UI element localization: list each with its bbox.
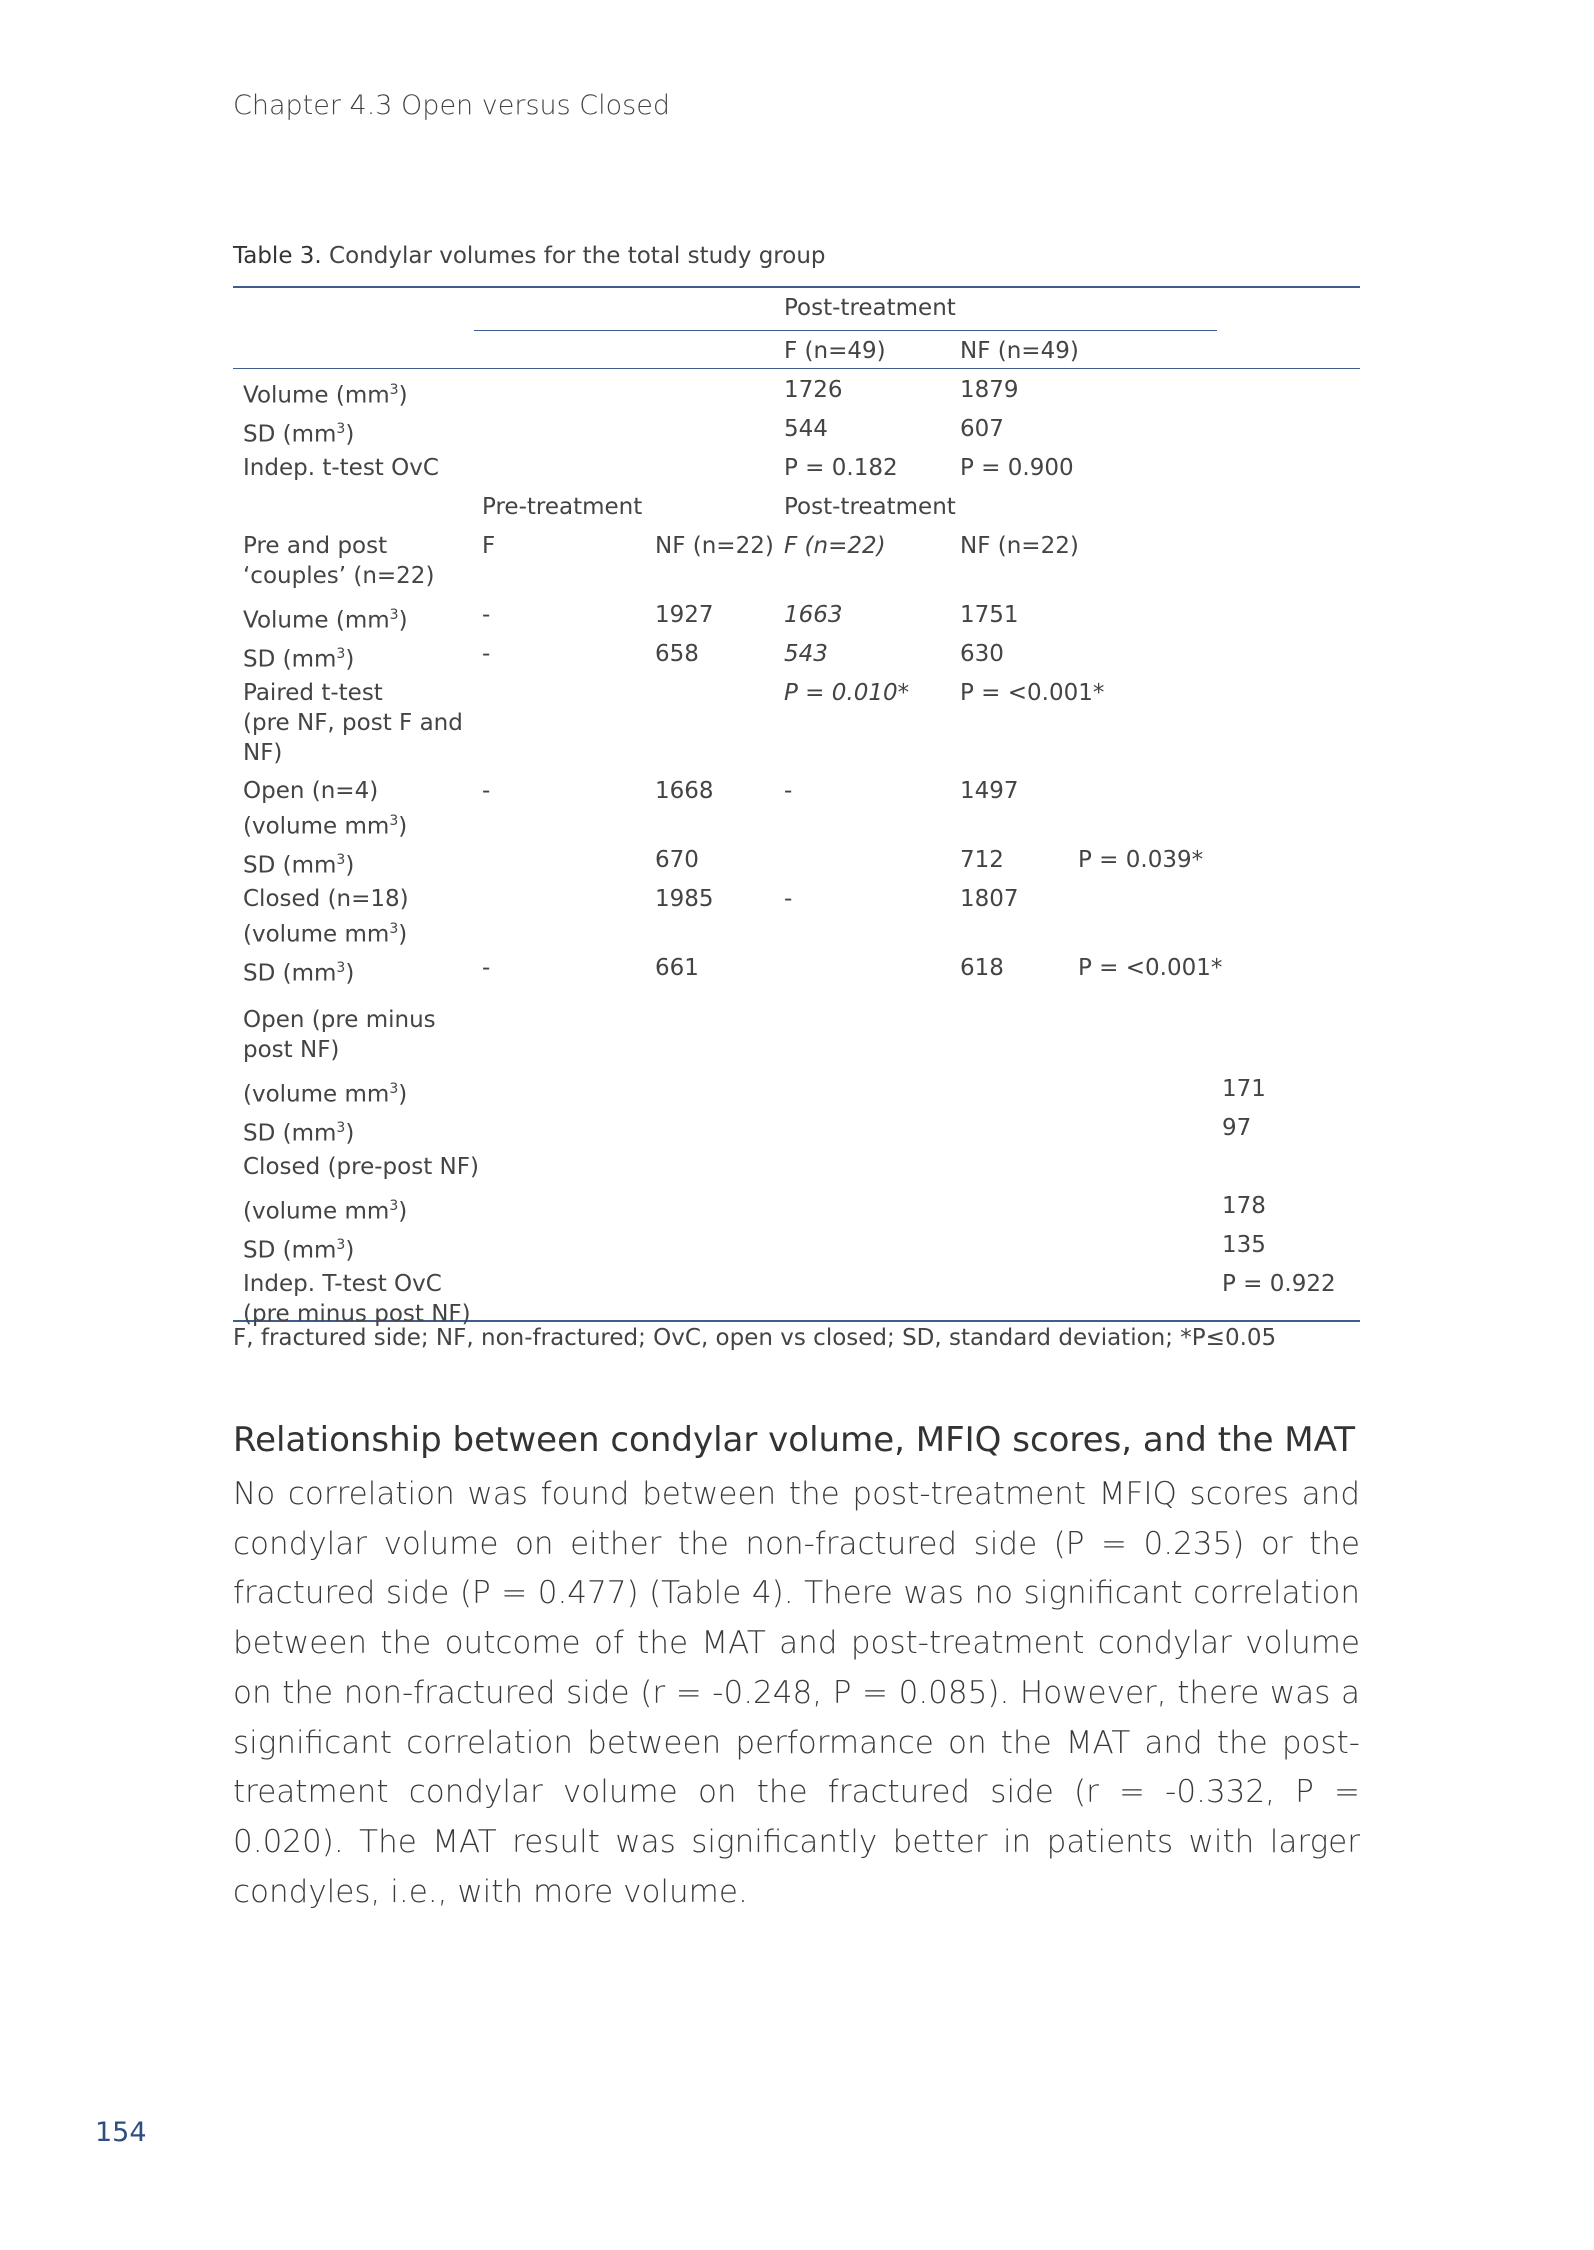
cell-text: (volume mm <box>243 1198 390 1225</box>
table-footnote: F, fractured side; NF, non-fractured; OvC, open vs closed; SD, standard deviation; *P≤0.05 <box>233 1325 1277 1351</box>
row-closed-diff-sd-cell-diff: 135 <box>1222 1232 1266 1258</box>
superscript: 3 <box>336 646 346 662</box>
row-closed-cell-f: - <box>784 886 793 912</box>
cell-text: ) <box>398 382 408 409</box>
cell-text: (volume mm <box>243 921 390 948</box>
row-sd-closed-cell-p: P = <0.001* <box>1078 955 1223 981</box>
row-volume-couples-cell-pre: - <box>482 602 491 628</box>
row-ttest-diff-cell-diff2: P = 0.922 <box>1222 1271 1336 1297</box>
cell-text: SD (mm <box>243 421 337 448</box>
row-sd-couples-cell-nf2: 630 <box>960 641 1004 667</box>
row-open-diff-sd-cell-diff: 97 <box>1222 1115 1252 1141</box>
row-ttest-diff-cell-label2: (pre minus post NF) <box>243 1301 471 1327</box>
row-sd-open-cell-nf: 670 <box>655 847 699 873</box>
cell-text: ) <box>398 1198 408 1225</box>
superscript: 3 <box>389 921 399 937</box>
row-open-diff-volume-cell-diff: 171 <box>1222 1076 1266 1102</box>
row-open-cell-pre: - <box>482 778 491 804</box>
row-paired-ttest-cell-label3: NF) <box>243 740 283 766</box>
cell-text: Volume (mm <box>243 607 390 634</box>
hdr-pre-post-cell-pre: Pre-treatment <box>482 494 643 520</box>
table-top-rule <box>233 286 1360 288</box>
row-ttest-diff-cell-label: Indep. T-test OvC <box>243 1271 442 1297</box>
post-treatment-underline <box>474 330 1217 331</box>
row-open-diff-sd-cell-label <box>243 1113 354 1149</box>
hdr-groups-1-cell-f: F (n=49) <box>784 338 886 364</box>
row-sd-closed-cell-nf2: 618 <box>960 955 1004 981</box>
table-header-rule <box>233 368 1360 369</box>
row-open-diff-cell-label: Open (pre minus <box>243 1007 436 1033</box>
row-volume-couples-cell-nf: 1927 <box>655 602 714 628</box>
row-sd-closed-cell-label <box>243 953 354 989</box>
body-paragraph: No correlation was found between the post-treatment MFIQ scores and condylar volume on either the non-fractured side (P = 0.235) or the fractured side (P = 0.477) (Table 4). There was no significant correlation between the outcome of the MAT and post-treatment condylar volume on the non-fractured side (r = -0.248, P = 0.085). However, there was a significant correlation between performance on the MAT and the post-treatment condylar volume on the fractured side (r = -0.332, P = 0.020). The MAT result was significantly better in patients with larger condyles, i.e., with more volume. <box>233 1476 1360 1910</box>
row-closed-diff-volume-cell-diff: 178 <box>1222 1193 1266 1219</box>
row-paired-ttest-cell-nf2: P = <0.001* <box>960 680 1105 706</box>
row-couples-cell-pre: F <box>482 533 496 559</box>
cell-text: ) <box>345 1237 355 1264</box>
row-closed-diff-volume-cell-label <box>243 1191 407 1227</box>
superscript: 3 <box>336 421 346 437</box>
superscript: 3 <box>389 382 399 398</box>
hdr-pre-post-cell-f: Post-treatment <box>784 494 956 520</box>
cell-text: ) <box>398 921 408 948</box>
row-ttest-total-cell-f: P = 0.182 <box>784 455 898 481</box>
running-head: Chapter 4.3 Open versus Closed <box>233 90 670 121</box>
superscript: 3 <box>389 1081 399 1097</box>
superscript: 3 <box>389 607 399 623</box>
cell-text: SD (mm <box>243 646 337 673</box>
cell-text: ) <box>345 1120 355 1147</box>
cell-text: ) <box>398 813 408 840</box>
row-volume-total-cell-nf2: 1879 <box>960 377 1019 403</box>
row-sd-couples-cell-pre: - <box>482 641 491 667</box>
cell-text: SD (mm <box>243 1237 337 1264</box>
section-heading: Relationship between condylar volume, MFIQ scores, and the MAT <box>233 1420 1356 1460</box>
row-couples-cell-label2: ‘couples’ (n=22) <box>243 563 435 589</box>
cell-text: ) <box>345 421 355 448</box>
cell-text: SD (mm <box>243 852 337 879</box>
cell-text: ) <box>398 1081 408 1108</box>
row-sd-closed-cell-nf: 661 <box>655 955 699 981</box>
cell-text: ) <box>345 960 355 987</box>
row-paired-ttest-cell-f: P = 0.010* <box>784 680 910 706</box>
row-sd-total-cell-label <box>243 414 354 450</box>
cell-text: SD (mm <box>243 1120 337 1147</box>
row-closed-cell-label2 <box>243 914 407 950</box>
row-open-cell-label2 <box>243 806 407 842</box>
row-open-cell-nf2: 1497 <box>960 778 1019 804</box>
row-couples-cell-nf2: NF (n=22) <box>960 533 1079 559</box>
row-volume-couples-cell-f: 1663 <box>784 602 843 628</box>
row-sd-couples-cell-label <box>243 639 354 675</box>
superscript: 3 <box>336 1237 346 1253</box>
table-caption <box>233 243 826 269</box>
row-volume-couples-cell-label <box>243 600 408 636</box>
row-ttest-total-cell-nf2: P = 0.900 <box>960 455 1074 481</box>
row-volume-couples-cell-nf2: 1751 <box>960 602 1019 628</box>
row-couples-cell-f: F (n=22) <box>784 533 886 559</box>
row-paired-ttest-cell-label2: (pre NF, post F and <box>243 710 463 736</box>
cell-text: Volume (mm <box>243 382 390 409</box>
row-sd-open-cell-nf2: 712 <box>960 847 1004 873</box>
cell-text: SD (mm <box>243 960 337 987</box>
table-caption-text: Condylar volumes for the total study group <box>321 243 826 269</box>
hdr-post-treatment-1-cell-f: Post-treatment <box>784 295 956 321</box>
row-volume-total-cell-f: 1726 <box>784 377 843 403</box>
row-sd-total-cell-nf2: 607 <box>960 416 1004 442</box>
cell-text: ) <box>398 607 408 634</box>
superscript: 3 <box>389 1198 399 1214</box>
row-sd-couples-cell-f: 543 <box>784 641 828 667</box>
row-paired-ttest-cell-label: Paired t-test <box>243 680 383 706</box>
row-open-cell-nf: 1668 <box>655 778 714 804</box>
row-couples-cell-nf: NF (n=22) <box>655 533 774 559</box>
row-closed-diff-sd-cell-label <box>243 1230 354 1266</box>
superscript: 3 <box>336 960 346 976</box>
row-ttest-total-cell-label: Indep. t-test OvC <box>243 455 439 481</box>
table-caption-label: Table 3. <box>233 243 322 269</box>
row-closed-cell-nf2: 1807 <box>960 886 1019 912</box>
row-closed-cell-nf: 1985 <box>655 886 714 912</box>
row-sd-open-cell-label <box>243 845 354 881</box>
row-sd-total-cell-f: 544 <box>784 416 828 442</box>
row-couples-cell-label: Pre and post <box>243 533 388 559</box>
cell-text: ) <box>345 646 355 673</box>
superscript: 3 <box>389 813 399 829</box>
row-sd-closed-cell-pre: - <box>482 955 491 981</box>
row-closed-diff-cell-label: Closed (pre-post NF) <box>243 1154 479 1180</box>
row-closed-cell-label: Closed (n=18) <box>243 886 409 912</box>
superscript: 3 <box>336 1120 346 1136</box>
hdr-groups-1-cell-nf2: NF (n=49) <box>960 338 1079 364</box>
superscript: 3 <box>336 852 346 868</box>
row-open-diff-cell-label2: post NF) <box>243 1037 340 1063</box>
cell-text: ) <box>345 852 355 879</box>
cell-text: (volume mm <box>243 813 390 840</box>
cell-text: (volume mm <box>243 1081 390 1108</box>
row-open-cell-label: Open (n=4) <box>243 778 379 804</box>
row-open-cell-f: - <box>784 778 793 804</box>
row-sd-couples-cell-nf: 658 <box>655 641 699 667</box>
row-sd-open-cell-p: P = 0.039* <box>1078 847 1204 873</box>
page-number: 154 <box>95 2117 147 2148</box>
row-volume-total-cell-label <box>243 375 408 411</box>
row-open-diff-volume-cell-label <box>243 1074 407 1110</box>
